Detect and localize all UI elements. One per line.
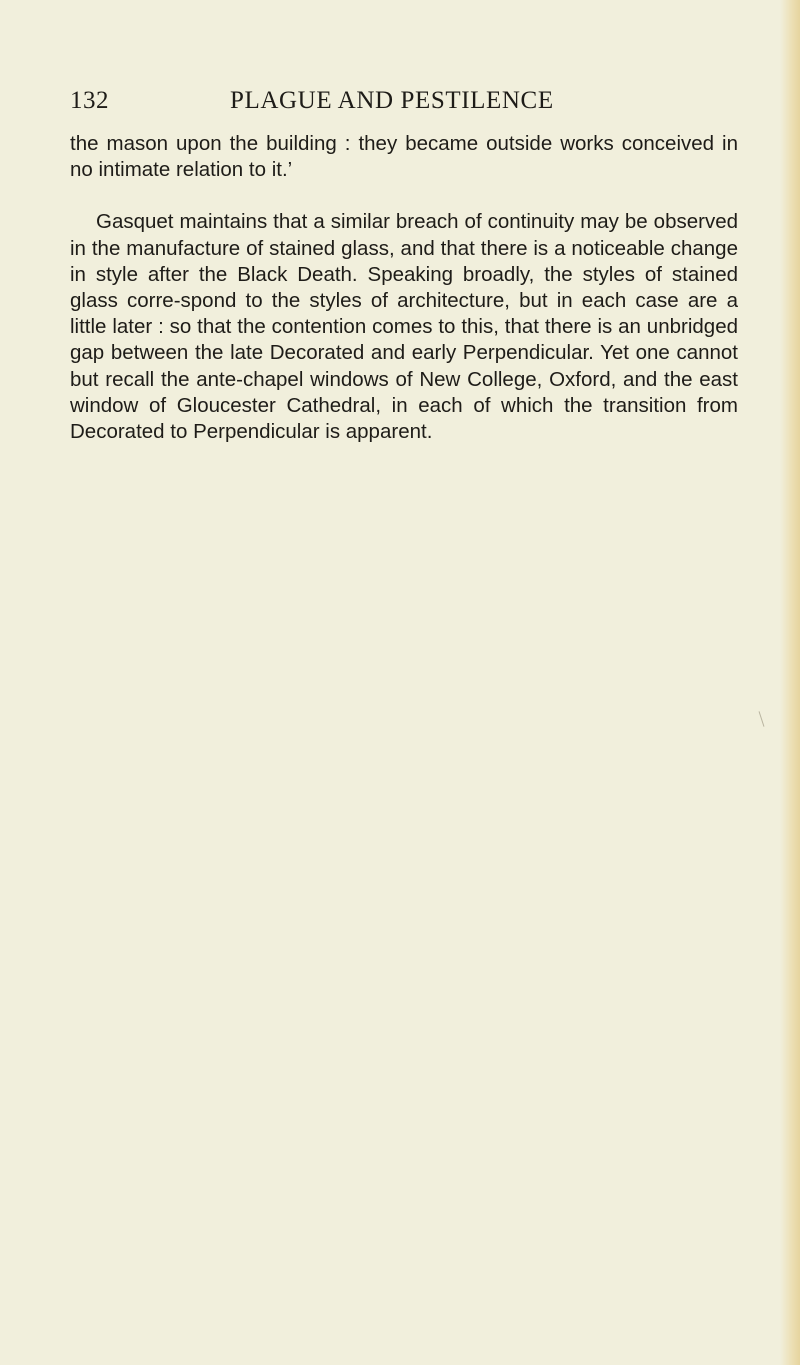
running-title: PLAGUE AND PESTILENCE <box>230 87 554 114</box>
body-text <box>70 131 738 445</box>
page-edge-shadow <box>780 0 800 1365</box>
stray-mark <box>759 711 765 727</box>
paragraph-gasquet: Gasquet maintains that a similar breach of continuity may be observed in the manufacture of stained glass, and that there is a noticeable change in style after the Black Death. Speaking broadly, the styles of stained glass corre-spond to the styles of architecture, but in each case are a little later : so that the contention comes to this, that there is an unbridged gap between the late Decorated and early Perpendicular. Yet one cannot but recall the ante-chapel windows of New College, Oxford, and the east window of Gloucester Cathedral, in each of which the transition from Decorated to Perpendicular is apparent. <box>70 210 738 444</box>
page-number: 132 <box>70 87 109 114</box>
running-head <box>70 84 740 118</box>
paragraph-continued: the mason upon the building : they became outside works conceived in no intimate relation to it.’ <box>70 132 738 182</box>
